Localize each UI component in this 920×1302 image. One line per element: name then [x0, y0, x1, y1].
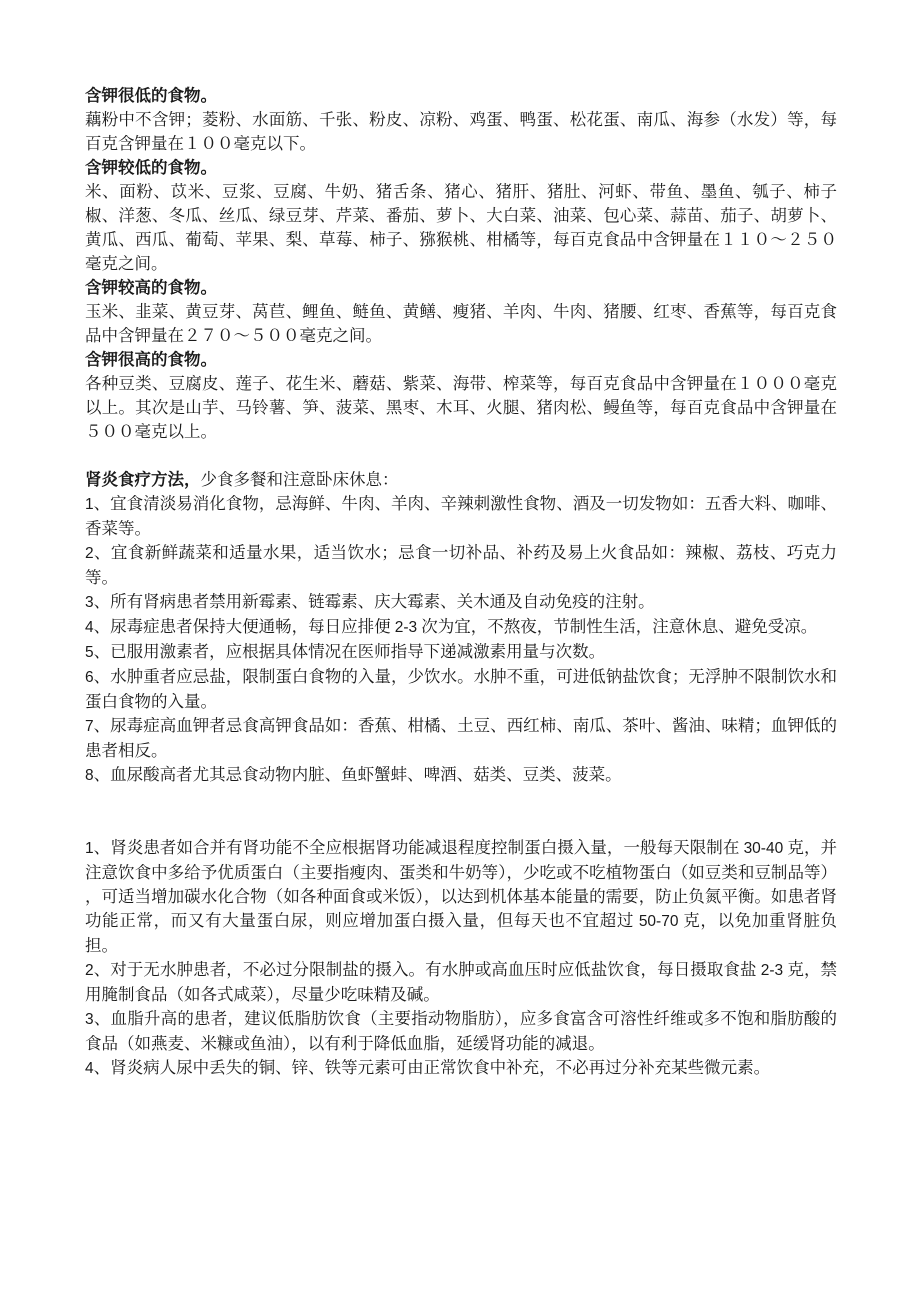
- protein-note-1: 1、肾炎患者如合并有肾功能不全应根据肾功能减退程度控制蛋白摄入量，一般每天限制在 30-40 克，并注意饮食中多给予优质蛋白（主要指瘦肉、蛋类和牛奶等），少吃或不吃植物蛋白（如豆类和豆制品等） ，可适当增加碳水化合物（如各种面食或米饭），以达到机体基本能量的需要，防止负氮平衡。如患者肾功能正常，而又有大量蛋白尿，则应增加蛋白摄入量，但每天也不宜超过 50-70 克，以免加重肾脏负担。: [85, 838, 838, 955]
- therapy-item-4: 4、尿毒症患者保持大便通畅，每日应排便 2-3 次为宜，不熬夜，节制性生活，注意休息、避免受凉。: [85, 617, 818, 636]
- section-potassium-high: [85, 276, 837, 348]
- section-heading-potassium-low: 含钾较低的食物。: [85, 158, 217, 177]
- section-body-potassium-very-low: 藕粉中不含钾；菱粉、水面筋、千张、粉皮、凉粉、鸡蛋、鸭蛋、松花蛋、南瓜、海参（水发）等，每百克含钾量在１００毫克以下。: [85, 110, 837, 153]
- section-body-potassium-very-high: 各种豆类、豆腐皮、莲子、花生米、蘑菇、紫菜、海带、榨菜等，每百克食品中含钾量在１０００毫克以上。其次是山芋、马铃薯、笋、菠菜、黑枣、木耳、火腿、猪肉松、鳗鱼等，每百克食品中含钾量在５００毫克以上。: [85, 374, 837, 441]
- protein-note-3: 3、血脂升高的患者，建议低脂肪饮食（主要指动物脂肪），应多食富含可溶性纤维或多不饱和脂肪酸的食品（如燕麦、米糠或鱼油），以有利于降低血脂，延缓肾功能的减退。: [85, 1009, 837, 1053]
- section-body-potassium-low: 米、面粉、苡米、豆浆、豆腐、牛奶、猪舌条、猪心、猪肝、猪肚、河虾、带鱼、墨鱼、瓠子、柿子椒、洋葱、冬瓜、丝瓜、绿豆芽、芹菜、番茄、萝卜、大白菜、油菜、包心菜、蒜苗、茄子、胡萝卜、黄瓜、西瓜、葡萄、苹果、梨、草莓、柿子、猕猴桃、柑橘等，每百克食品中含钾量在１１０～２５０毫克之间。: [85, 182, 837, 273]
- therapy-heading-bold: 肾炎食疗方法，: [85, 470, 201, 489]
- section-body-potassium-high: 玉米、韭菜、黄豆芽、莴苣、鲤鱼、鲢鱼、黄鳝、瘦猪、羊肉、牛肉、猪腰、红枣、香蕉等，每百克食品中含钾量在２７０～５００毫克之间。: [85, 302, 837, 345]
- protein-note-4: 4、肾炎病人尿中丢失的铜、锌、铁等元素可由正常饮食中补充，不必再过分补充某些微元素。: [85, 1058, 771, 1077]
- therapy-item-7: 7、尿毒症高血钾者忌食高钾食品如：香蕉、柑橘、土豆、西红柿、南瓜、茶叶、酱油、味精；血钾低的患者相反。: [85, 716, 837, 760]
- therapy-item-8: 8、血尿酸高者尤其忌食动物内脏、鱼虾蟹蚌、啤酒、菇类、豆类、菠菜。: [85, 765, 622, 784]
- section-potassium-very-high: [85, 348, 837, 444]
- therapy-item-6: 6、水肿重者应忌盐，限制蛋白食物的入量，少饮水。水肿不重，可进低钠盐饮食；无浮肿不限制饮水和蛋白食物的入量。: [85, 667, 837, 711]
- therapy-item-1: 1、宜食清淡易消化食物，忌海鲜、牛肉、羊肉、辛辣刺激性食物、酒及一切发物如：五香大料、咖啡、香菜等。: [85, 494, 837, 538]
- section-heading-potassium-very-high: 含钾很高的食物。: [85, 350, 217, 369]
- section-nephritis-therapy: [85, 468, 837, 788]
- therapy-item-3: 3、所有肾病患者禁用新霉素、链霉素、庆大霉素、关木通及自动免疫的注射。: [85, 592, 655, 611]
- blank-line-spacer: [85, 444, 837, 468]
- section-potassium-low: [85, 156, 837, 276]
- therapy-item-2: 2、宜食新鲜蔬菜和适量水果，适当饮水；忌食一切补品、补药及易上火食品如：辣椒、荔枝、巧克力等。: [85, 543, 837, 587]
- therapy-heading-rest: 少食多餐和注意卧床休息：: [200, 470, 399, 489]
- section-heading-potassium-high: 含钾较高的食物。: [85, 278, 217, 297]
- protein-note-2: 2、对于无水肿患者，不必过分限制盐的摄入。有水肿或高血压时应低盐饮食，每日摄取食盐 2-3 克，禁用腌制食品（如各式咸菜），尽量少吃味精及碱。: [85, 960, 838, 1004]
- section-potassium-very-low: [85, 84, 837, 156]
- section-heading-potassium-very-low: 含钾很低的食物。: [85, 86, 217, 105]
- section-protein-notes: [85, 836, 837, 1081]
- therapy-heading: [85, 468, 837, 492]
- blank-lines-spacer: [85, 788, 837, 836]
- therapy-item-5: 5、已服用激素者，应根据具体情况在医师指导下递减激素用量与次数。: [85, 642, 606, 661]
